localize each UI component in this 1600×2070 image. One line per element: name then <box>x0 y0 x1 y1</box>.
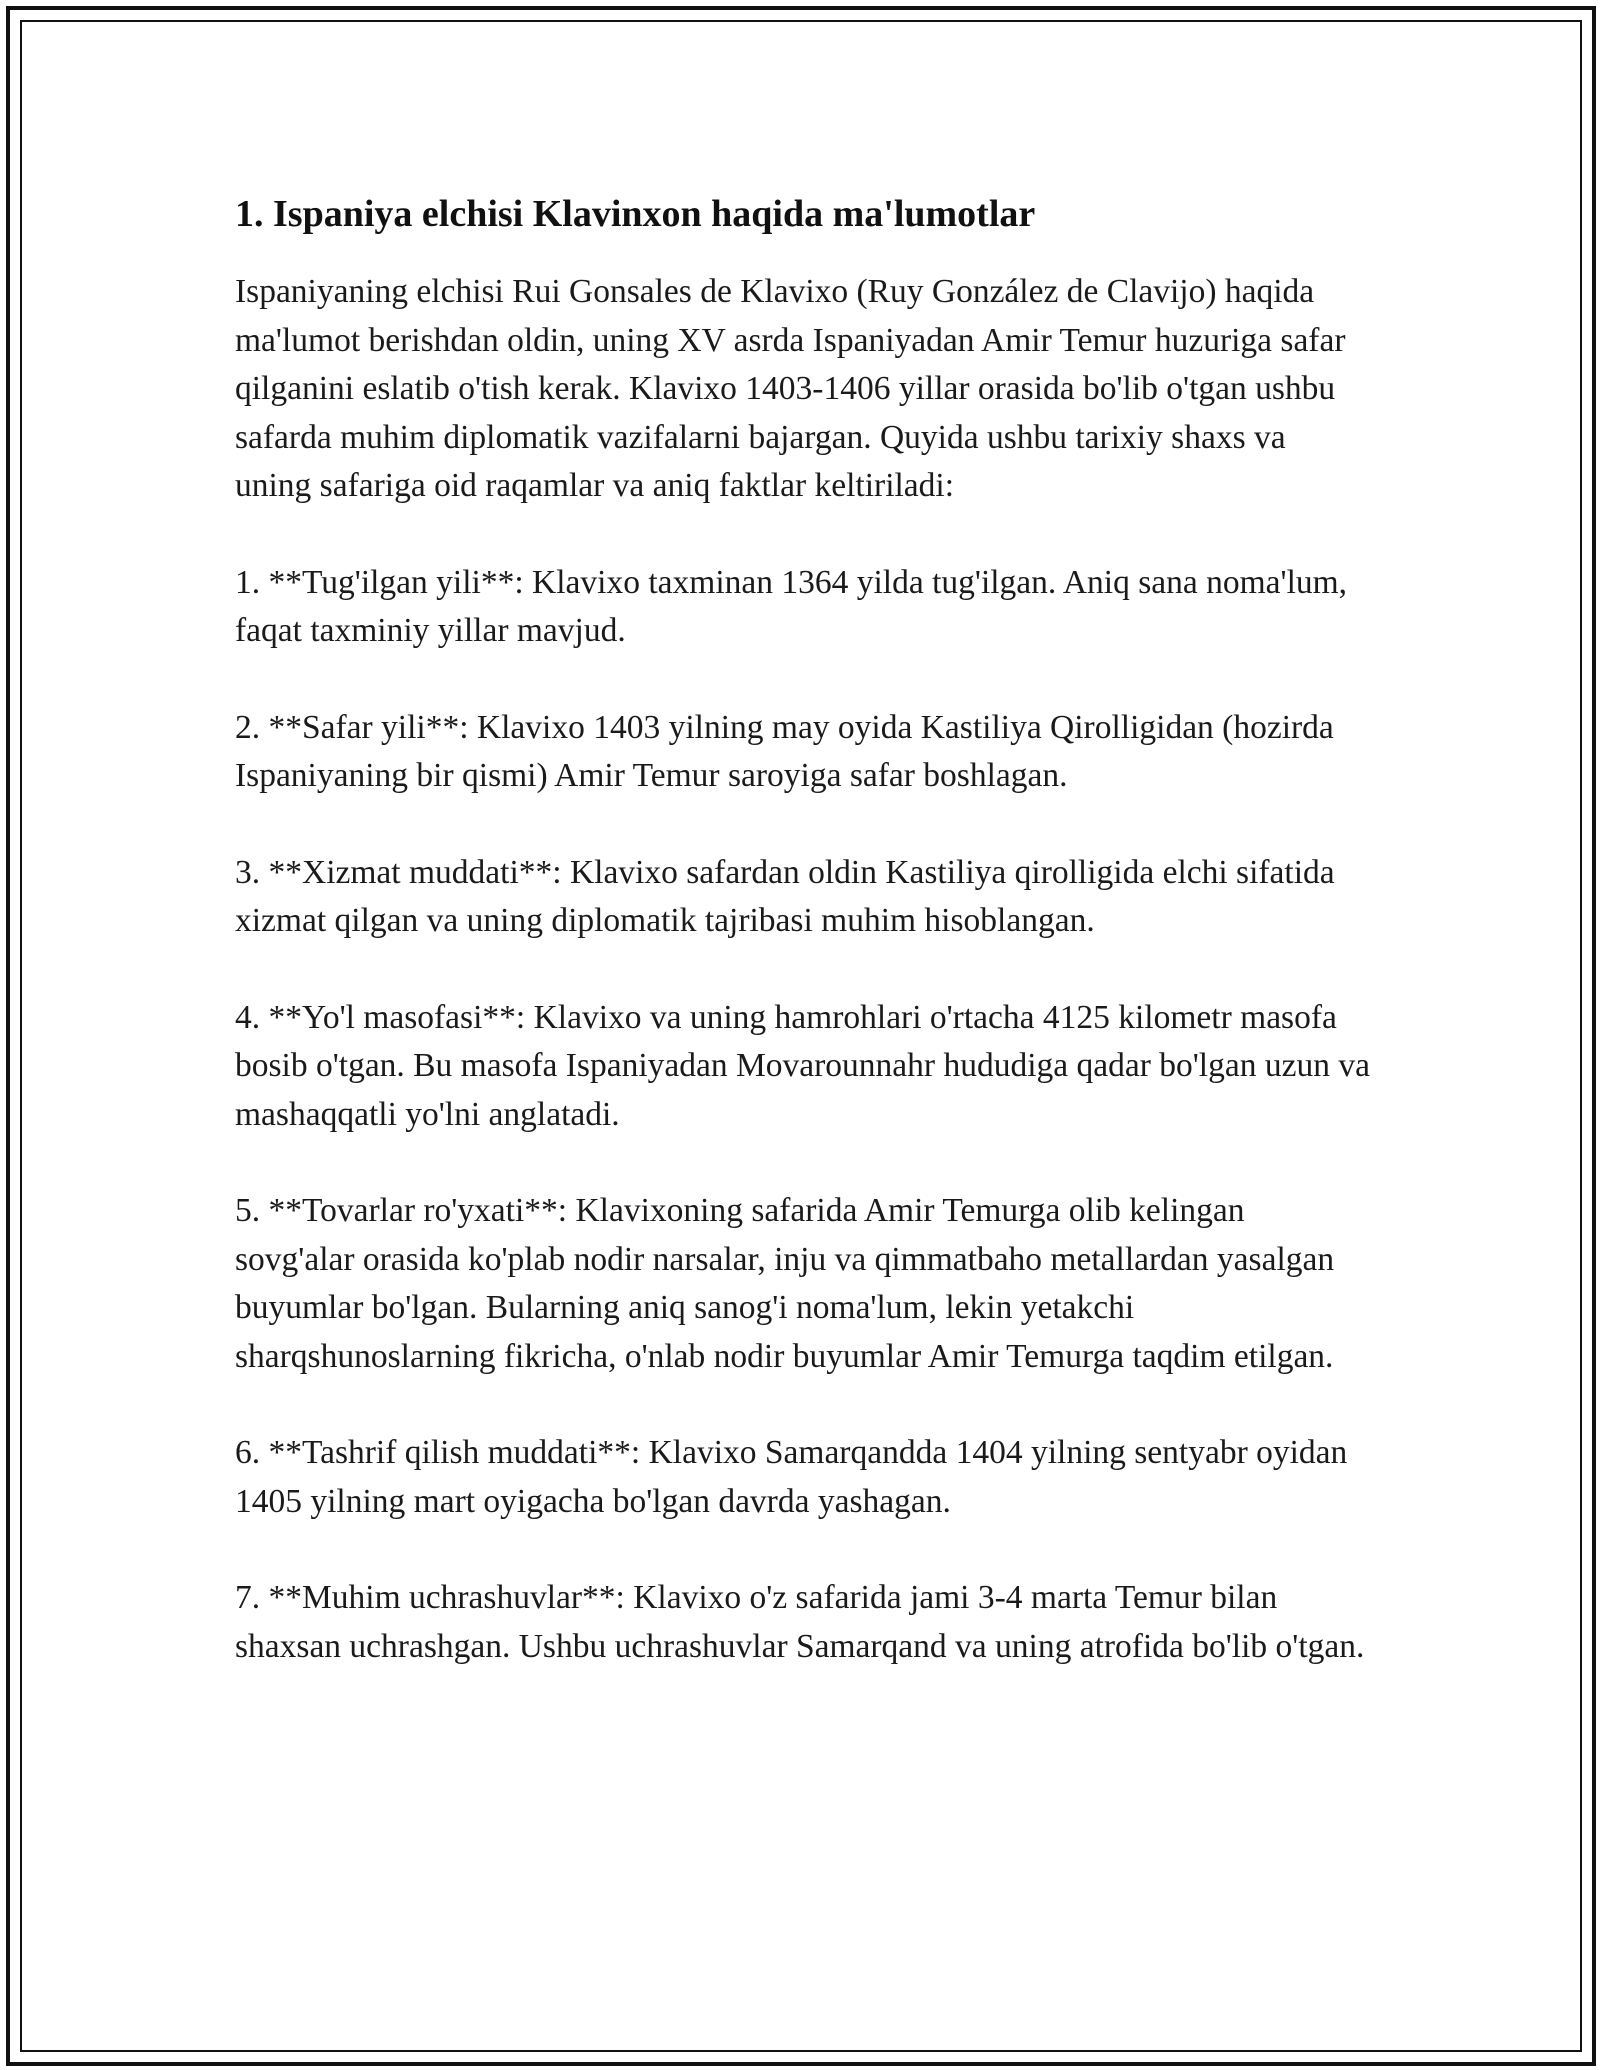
document-body <box>235 188 1370 1671</box>
list-item-birth-year: 1. **Tug'ilgan yili**: Klavixo taxminan 1364 yilda tug'ilgan. Aniq sana noma'lum, faqat taxminiy yillar mavjud. <box>235 563 1348 649</box>
list-item-meetings: 7. **Muhim uchrashuvlar**: Klavixo o'z safarida jami 3-4 marta Temur bilan shaxsan uchrashgan. Ushbu uchrashuvlar Samarqand va uning atrofida bo'lib o'tgan. <box>235 1579 1365 1665</box>
document-title: 1. Ispaniya elchisi Klavinxon haqida ma'lumotlar <box>235 193 1036 235</box>
list-item-travel-distance: 4. **Yo'l masofasi**: Klavixo va uning hamrohlari o'rtacha 4125 kilometr masofa bosib o'tgan. Bu masofa Ispaniyadan Movarounnahr hududiga qadar bo'lgan uzun va mashaqqatli yo'lni anglatadi. <box>235 998 1370 1133</box>
intro-paragraph: Ispaniyaning elchisi Rui Gonsales de Klavixo (Ruy González de Clavijo) haqida ma'lumot berishdan oldin, uning XV asrda Ispaniyadan Amir Temur huzuriga safar qilganini eslatib o'tish kerak. Klavixo 1403-1406 yillar orasida bo'lib o'tgan ushbu safarda muhim diplomatik vazifalarni bajargan. Quyida ushbu tarixiy shaxs va uning safariga oid raqamlar va aniq faktlar keltiriladi: <box>235 273 1346 504</box>
list-item-visit-period: 6. **Tashrif qilish muddati**: Klavixo Samarqandda 1404 yilning sentyabr oyidan 1405 yilning mart oyigacha bo'lgan davrda yashagan. <box>235 1434 1348 1520</box>
list-item-journey-year: 2. **Safar yili**: Klavixo 1403 yilning may oyida Kastiliya Qirolligidan (hozirda Ispaniyaning bir qismi) Amir Temur saroyiga safar boshlagan. <box>235 708 1334 794</box>
list-item-gift-list: 5. **Tovarlar ro'yxati**: Klavixoning safarida Amir Temurga olib kelingan sovg'alar orasida ko'plab nodir narsalar, inju va qimmatbaho metallardan yasalgan buyumlar bo'lgan. Bularning aniq sanog'i noma'lum, lekin yetakchi sharqshunoslarning fikricha, o'nlab nodir buyumlar Amir Temurga taqdim etilgan. <box>235 1192 1335 1375</box>
list-item-service-period: 3. **Xizmat muddati**: Klavixo safardan oldin Kastiliya qirolligida elchi sifatida xizmat qilgan va uning diplomatik tajribasi muhim hisoblangan. <box>235 853 1335 939</box>
